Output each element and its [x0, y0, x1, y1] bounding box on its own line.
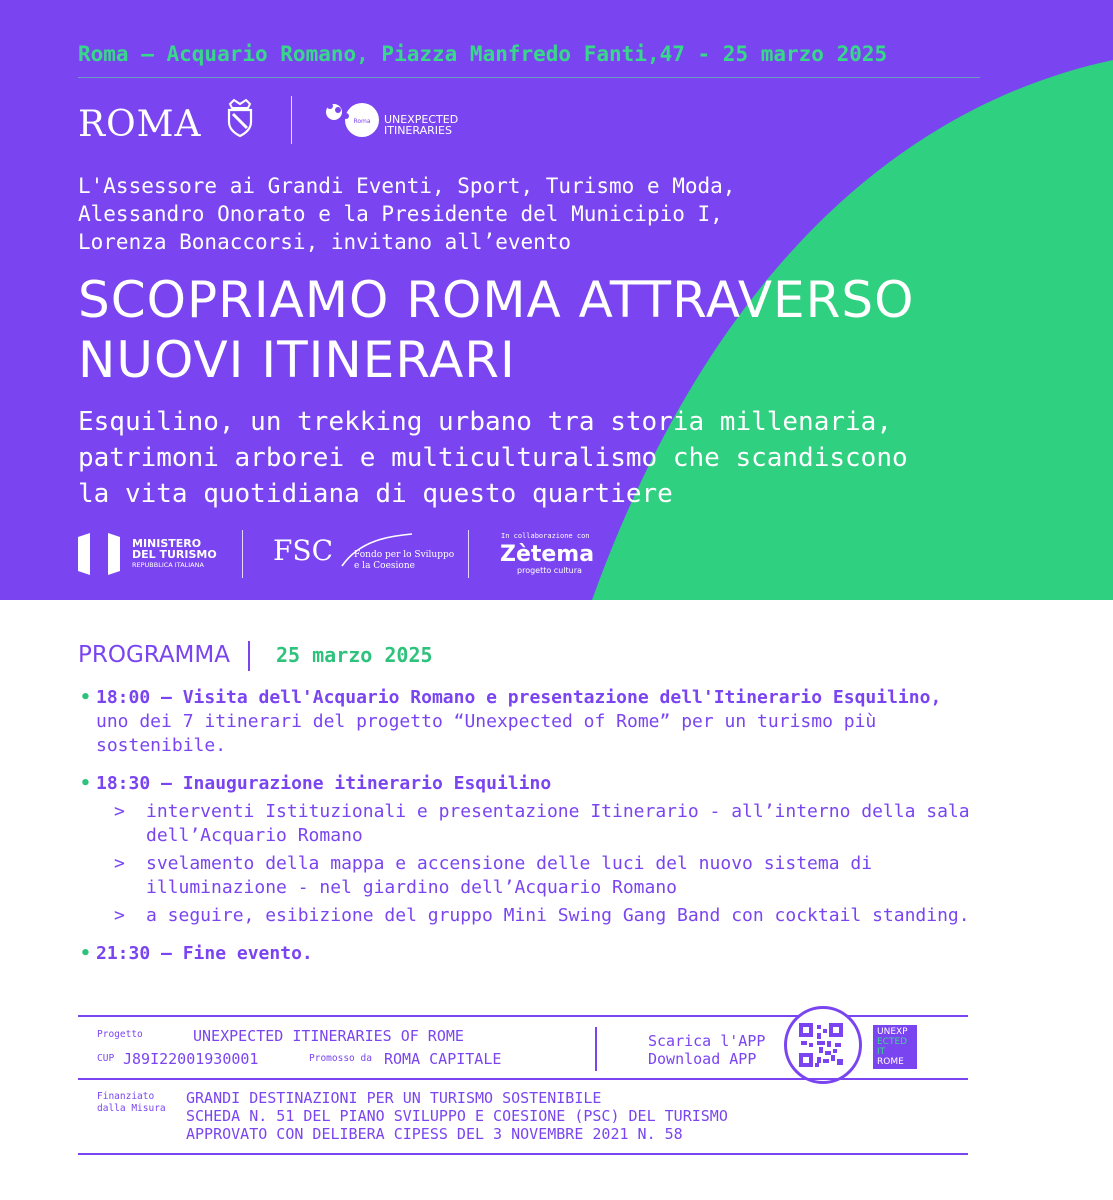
app-download-line-1[interactable]: Scarica l'APP	[648, 1032, 766, 1050]
promosso-label: Promosso da	[309, 1053, 372, 1064]
program-item-time: 18:00 — Visita dell'Acquario Romano e presentazione dell'Itinerario Esquilino,	[96, 687, 942, 708]
subtitle-line-2: patrimoni arborei e multiculturalismo che scandiscono	[78, 443, 908, 473]
fsc-caption-line-2: e la Coesione	[354, 561, 415, 571]
unexpected-itineraries-logo-icon	[322, 98, 382, 138]
collab-label: In collaborazione con	[501, 532, 590, 540]
qr-code-icon[interactable]	[799, 1023, 843, 1067]
program-list	[78, 686, 978, 980]
ministero-turismo-icon	[78, 533, 120, 575]
intro-line-1: L'Assessore ai Grandi Eventi, Sport, Turismo e Moda,	[78, 174, 736, 198]
logo-divider	[291, 96, 292, 144]
wordmark-line-1: UNEXPECTED	[384, 113, 459, 126]
intro-text	[78, 172, 735, 256]
roma-logo: ROMA	[78, 104, 202, 145]
bullet: •	[80, 687, 91, 708]
app-logo-line-1: UNEXP	[877, 1027, 908, 1037]
subitem-marker: >	[114, 853, 125, 874]
ministero-line-3: REPUBBLICA ITALIANA	[132, 561, 204, 569]
misura-text	[186, 1089, 728, 1143]
finanziato-label	[97, 1091, 166, 1115]
venue-line: Roma — Acquario Romano, Piazza Manfredo Fanti,47 - 25 marzo 2025	[78, 42, 888, 66]
wordmark-line-2: ITINERARIES	[384, 124, 452, 137]
program-divider	[248, 641, 250, 671]
footer-rule-middle	[78, 1078, 968, 1080]
fsc-caption	[354, 550, 454, 572]
ministero-line-2: DEL TURISMO	[132, 548, 217, 561]
app-download-line-2[interactable]: Download APP	[648, 1050, 757, 1068]
app-logo-line-4: ROME	[877, 1057, 904, 1067]
program-label: PROGRAMMA	[78, 642, 230, 668]
misura-line-1: GRANDI DESTINAZIONI PER UN TURISMO SOSTENIBILE	[186, 1089, 602, 1107]
app-logo-text	[877, 1027, 908, 1067]
program-item	[78, 942, 978, 966]
subitem-text: svelamento della mappa e accensione delle luci del nuovo sistema di illuminazione - nel giardino dell’Acquario Romano	[146, 853, 873, 898]
subitem-marker: >	[114, 905, 125, 926]
program-date: 25 marzo 2025	[276, 643, 433, 667]
subitem-marker: >	[114, 801, 125, 822]
zetema-subtitle: progetto cultura	[517, 566, 582, 575]
ministero-turismo-logo	[132, 538, 217, 571]
cup-value: J89I22001930001	[123, 1050, 259, 1068]
subtitle-line-1: Esquilino, un trekking urbano tra storia millenaria,	[78, 407, 892, 437]
promosso-value: ROMA CAPITALE	[384, 1050, 502, 1068]
fsc-logo: FSC	[273, 534, 334, 567]
intro-line-2: Alessandro Onorato e la Presidente del Municipio I,	[78, 202, 723, 226]
subitem-text: interventi Istituzionali e presentazione Itinerario - all’interno della sala dell’Acquario Romano	[146, 801, 970, 846]
title-line-2: NUOVI ITINERARI	[78, 331, 516, 389]
event-title	[78, 270, 914, 390]
misura-line-2: SCHEDA N. 51 DEL PIANO SVILUPPO E COESIONE (PSC) DEL TURISMO	[186, 1107, 728, 1125]
program-item	[78, 772, 978, 928]
footer-rule-bottom	[78, 1153, 968, 1155]
bullet: •	[80, 943, 91, 964]
subtitle-line-3: la vita quotidiana di questo quartiere	[78, 479, 673, 509]
zetema-logo: Zètema	[500, 542, 595, 567]
intro-line-3: Lorenza Bonaccorsi, invitano all’evento	[78, 230, 572, 254]
app-logo-line-3: IT	[877, 1047, 886, 1057]
title-line-1: SCOPRIAMO ROMA ATTRAVERSO	[78, 271, 915, 329]
program-item-time: 21:30 — Fine evento.	[96, 943, 313, 964]
partner-divider-2	[468, 530, 469, 578]
program-subitem	[96, 852, 978, 900]
ministero-line-1: MINISTERO	[132, 537, 202, 550]
finanziato-label-line-2: dalla Misura	[97, 1103, 166, 1114]
unexpected-logo-small-text: Roma	[353, 118, 371, 125]
progetto-label: Progetto	[97, 1029, 143, 1040]
partner-divider-1	[242, 530, 243, 578]
unexpected-itineraries-wordmark	[384, 114, 458, 136]
fsc-caption-line-1: Fondo per lo Sviluppo	[354, 550, 455, 560]
cup-label: CUP	[97, 1053, 115, 1064]
program-subitem	[96, 800, 978, 848]
program-item-time: 18:30 — Inaugurazione itinerario Esquilino	[96, 773, 552, 794]
app-logo-icon[interactable]	[873, 1025, 917, 1069]
event-subtitle	[78, 404, 908, 512]
bullet: •	[80, 773, 91, 794]
program-subitem	[96, 904, 978, 928]
progetto-value: UNEXPECTED ITINERARIES OF ROME	[193, 1027, 464, 1045]
venue-divider	[78, 77, 980, 78]
roma-crest-icon	[224, 98, 256, 138]
program-item-text: uno dei 7 itinerari del progetto “Unexpected of Rome” per un turismo più sostenibile.	[96, 711, 877, 756]
footer-divider	[595, 1027, 597, 1071]
misura-line-3: APPROVATO CON DELIBERA CIPESS DEL 3 NOVEMBRE 2021 N. 58	[186, 1125, 683, 1143]
subitem-text: a seguire, esibizione del gruppo Mini Swing Gang Band con cocktail standing.	[146, 905, 970, 926]
program-item	[78, 686, 978, 758]
app-logo-line-2: ECTED	[877, 1037, 908, 1047]
finanziato-label-line-1: Finanziato	[97, 1091, 155, 1102]
